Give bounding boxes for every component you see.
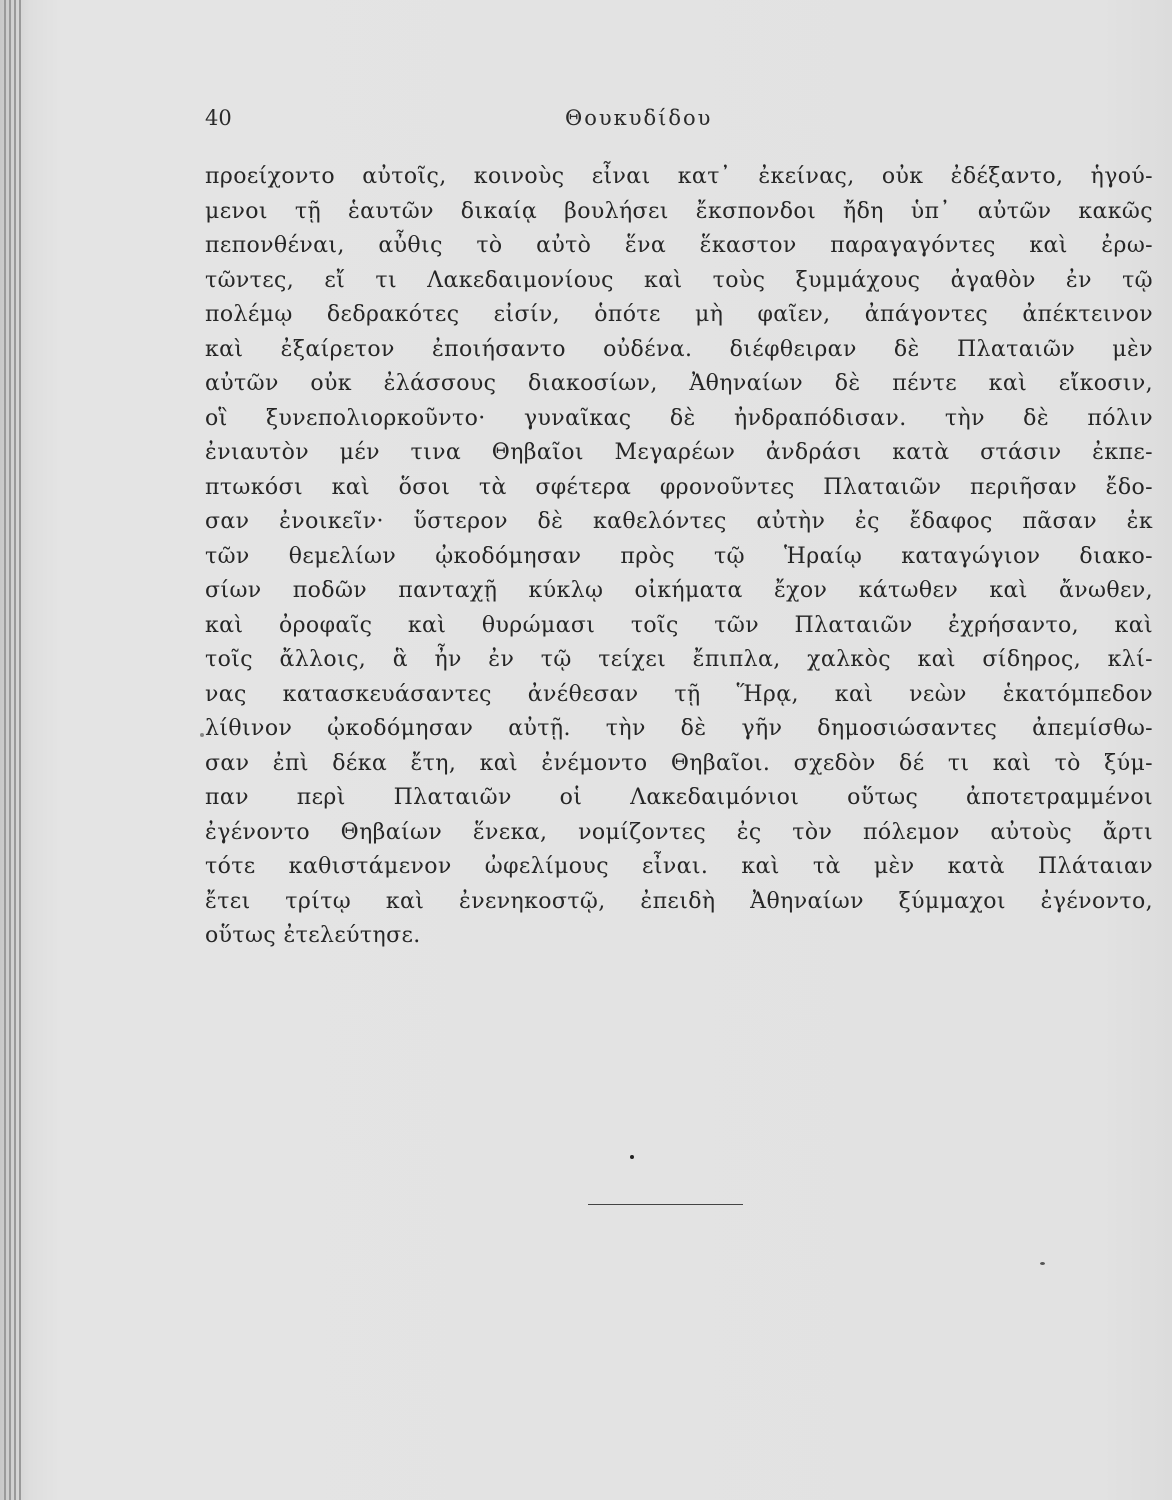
text-line: ἐγένοντο Θηβαίων ἕνεκα, νομίζοντες ἐς τὸν πόλεμον αὐτοὺς ἄρτι [205, 819, 1153, 845]
running-title: Θουκυδίδου [565, 106, 713, 130]
text-line: οἳ ξυνεπολιορκοῦντο· γυναῖκας δὲ ἠνδραπόδισαν. τὴν δὲ πόλιν [205, 405, 1153, 431]
ornament-dot [630, 1155, 634, 1159]
text-line: πολέμῳ δεδρακότες εἰσίν, ὁπότε μὴ φαῖεν, ἀπάγοντες ἀπέκτεινον [205, 302, 1153, 327]
text-line: τῶν θεμελίων ᾠκοδόμησαν πρὸς τῷ Ἡραίῳ καταγώγιον διακο- [205, 543, 1153, 569]
text-line: καὶ ἐξαίρετον ἐποιήσαντο οὐδένα. διέφθειραν δὲ Πλαταιῶν μὲν [205, 336, 1153, 362]
text-line: τοῖς ἄλλοις, ἃ ἦν ἐν τῷ τείχει ἔπιπλα, χαλκὸς καὶ σίδηρος, κλί- [205, 647, 1153, 672]
text-line: προείχοντο αὐτοῖς, κοινοὺς εἶναι κατ᾽ ἐκείνας, οὐκ ἐδέξαντο, ἡγού- [205, 164, 1153, 189]
text-line: λίθινον ᾠκοδόμησαν αὐτῇ. τὴν δὲ γῆν δημοσιώσαντες ἀπεμίσθω- [205, 716, 1153, 741]
text-line: νας κατασκευάσαντες ἀνέθεσαν τῇ Ἥρᾳ, καὶ νεὼν ἑκατόμπεδον [205, 681, 1153, 707]
text-line: αὐτῶν οὐκ ἐλάσσους διακοσίων, Ἀθηναίων δὲ πέντε καὶ εἴκοσιν, [205, 371, 1153, 396]
text-line: πεπονθέναι, αὖθις τὸ αὐτὸ ἕνα ἕκαστον παραγαγόντες καὶ ἐρω- [205, 233, 1153, 258]
page-edge [9, 0, 11, 1500]
text-line: παν περὶ Πλαταιῶν οἱ Λακεδαιμόνιοι οὕτως ἀποτετραμμένοι [205, 785, 1153, 810]
text-line: πτωκόσι καὶ ὅσοι τὰ σφέτερα φρονοῦντες Πλαταιῶν περιῆσαν ἔδο- [205, 474, 1153, 500]
text-line: τότε καθιστάμενον ὠφελίμους εἶναι. καὶ τὰ μὲν κατὰ Πλάταιαν [205, 854, 1153, 879]
page-edge [19, 0, 21, 1500]
paper-speck [1040, 1262, 1045, 1265]
text-line: ἐνιαυτὸν μέν τινα Θηβαῖοι Μεγαρέων ἀνδράσι κατὰ στάσιν ἐκπε- [205, 440, 1153, 465]
page-edge [4, 0, 6, 1500]
text-line: σίων ποδῶν πανταχῇ κύκλῳ οἰκήματα ἔχον κάτωθεν καὶ ἄνωθεν, [205, 578, 1153, 603]
paper-speck [200, 733, 204, 737]
text-line: μενοι τῇ ἑαυτῶν δικαίᾳ βουλήσει ἔκσπονδοι ἤδη ὑπ᾽ αὐτῶν κακῶς [205, 198, 1153, 224]
page-edge [14, 0, 16, 1500]
text-line: σαν ἐπὶ δέκα ἔτη, καὶ ἐνέμοντο Θηβαῖοι. σχεδὸν δέ τι καὶ τὸ ξύμ- [205, 750, 1153, 776]
text-line: τῶντες, εἴ τι Λακεδαιμονίους καὶ τοὺς ξυμμάχους ἀγαθὸν ἐν τῷ [205, 267, 1153, 293]
text-line: καὶ ὀροφαῖς καὶ θυρώμασι τοῖς τῶν Πλαταιῶν ἐχρήσαντο, καὶ [205, 612, 1153, 638]
text-line: ἔτει τρίτῳ καὶ ἐνενηκοστῷ, ἐπειδὴ Ἀθηναίων ξύμμαχοι ἐγένοντο, [205, 888, 1153, 914]
end-rule [588, 1204, 743, 1205]
running-head [205, 106, 1155, 136]
body-text [205, 160, 1153, 954]
page-number: 40 [205, 106, 232, 130]
text-line: σαν ἐνοικεῖν· ὕστερον δὲ καθελόντες αὐτὴν ἐς ἔδαφος πᾶσαν ἐκ [205, 509, 1153, 534]
text-line: οὕτως ἐτελεύτησε. [205, 923, 421, 948]
